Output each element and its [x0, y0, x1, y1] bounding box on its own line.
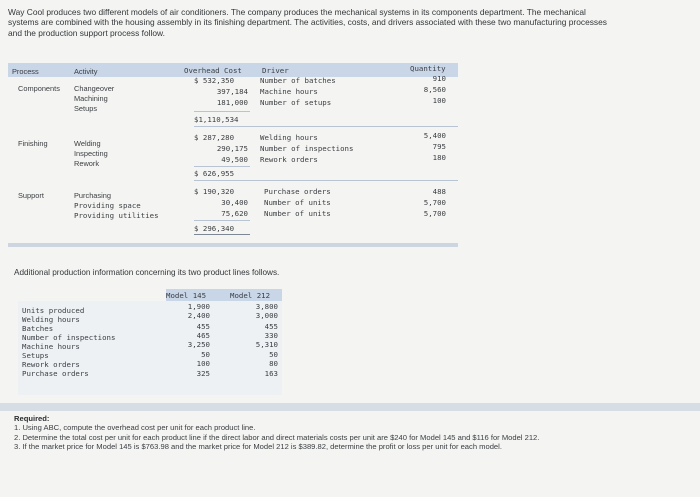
process-support: Support [18, 191, 44, 200]
header-model-212: Model 212 [230, 291, 271, 300]
m145-purchase-orders: 325 [196, 369, 210, 378]
total-components: $1,110,534 [194, 115, 239, 124]
required-section [14, 414, 604, 452]
m145-batches: 455 [196, 322, 210, 331]
product-line-table [18, 289, 282, 394]
cost-changeover: $ 532,350 [194, 76, 235, 85]
driver-units-space: Number of units [264, 198, 331, 207]
driver-machine-hours: Machine hours [260, 87, 318, 96]
m212-setups: 50 [269, 350, 278, 359]
activity-machining: Machining [74, 94, 108, 103]
cost-welding: $ 287,280 [194, 133, 235, 142]
m212-welding-hours: 3,000 [255, 311, 278, 320]
m145-welding-hours: 2,400 [187, 311, 210, 320]
activity-welding: Welding [74, 139, 101, 148]
total-support: $ 296,340 [194, 224, 235, 233]
qty-rework-orders: 180 [432, 153, 446, 162]
process-finishing: Finishing [18, 139, 48, 148]
activity-rework: Rework [74, 159, 100, 168]
header-quantity: Quantity [410, 64, 446, 73]
qty-batches: 910 [432, 74, 446, 83]
activity-inspecting: Inspecting [74, 149, 108, 158]
cost-inspecting: 290,175 [216, 144, 248, 153]
required-item-2: 2. Determine the total cost per unit for each product line if the direct labor and direct materials costs per unit are $240 for Model 145 and $116 for Model 212. [14, 432, 540, 442]
driver-purchase-orders: Purchase orders [264, 187, 331, 196]
row-label-inspections: Number of inspections [22, 333, 116, 342]
qty-setups: 100 [432, 96, 446, 105]
row-label-setups: Setups [22, 351, 49, 360]
activity-cost-table [8, 63, 458, 247]
required-item-3: 3. If the market price for Model 145 is $763.98 and the market price for Model 212 is $389.82, determine the profit or loss per unit for each model. [14, 442, 502, 452]
activity-providing-space: Providing space [74, 201, 141, 210]
driver-rework-orders: Rework orders [260, 155, 318, 164]
row-label-machine-hours: Machine hours [22, 342, 80, 351]
driver-inspections: Number of inspections [260, 144, 354, 153]
row-label-purchase-orders: Purchase orders [22, 369, 89, 378]
subtotal-rule [194, 220, 250, 221]
cost-providing-utilities: 75,620 [221, 209, 248, 218]
required-item-1: 1. Using ABC, compute the overhead cost per unit for each product line. [14, 423, 256, 433]
row-label-welding-hours: Welding hours [22, 315, 80, 324]
m145-rework-orders: 100 [196, 359, 210, 368]
section-divider [194, 180, 458, 181]
cost-purchasing: $ 190,320 [194, 187, 235, 196]
driver-welding-hours: Welding hours [260, 133, 318, 142]
page-divider-band [0, 403, 700, 411]
m212-rework-orders: 80 [269, 359, 278, 368]
activity-purchasing: Purchasing [74, 191, 111, 200]
m145-machine-hours: 3,250 [187, 340, 210, 349]
problem-intro: Way Cool produces two different models of air conditioners. The company produces the mechanical systems in its components department. The mechanical systems are combined with the housing assembly in its finishing department. The activities, costs, and drivers associated with these two manufacturing processes and the production support process follow. [8, 7, 607, 38]
m212-machine-hours: 5,310 [255, 340, 278, 349]
m145-inspections: 465 [196, 331, 210, 340]
activity-changeover: Changeover [74, 84, 115, 93]
m212-purchase-orders: 163 [264, 369, 278, 378]
cost-providing-space: 30,400 [221, 198, 248, 207]
cost-setups: 181,000 [216, 98, 248, 107]
qty-purchase-orders: 488 [432, 187, 446, 196]
qty-inspections: 795 [432, 142, 446, 151]
total-double-rule [194, 234, 250, 235]
header-model-145: Model 145 [166, 291, 207, 300]
header-activity: Activity [74, 67, 98, 76]
driver-batches: Number of batches [260, 76, 336, 85]
qty-units-space: 5,700 [423, 198, 446, 207]
header-overhead-cost: Overhead Cost [184, 66, 242, 75]
header-driver: Driver [262, 66, 289, 75]
driver-setups: Number of setups [260, 98, 332, 107]
process-components: Components [18, 84, 60, 93]
cost-machining: 397,184 [216, 87, 248, 96]
header-process: Process [12, 67, 39, 76]
qty-machine-hours: 8,560 [423, 85, 446, 94]
m145-setups: 50 [201, 350, 210, 359]
m212-inspections: 330 [264, 331, 278, 340]
row-label-units-produced: Units produced [22, 306, 85, 315]
row-label-batches: Batches [22, 324, 54, 333]
required-title: Required: [14, 414, 50, 423]
m212-units-produced: 3,800 [255, 302, 278, 311]
subtotal-rule [194, 111, 250, 112]
table-bottom-band [8, 243, 458, 247]
qty-welding-hours: 5,400 [423, 131, 446, 140]
qty-units-utilities: 5,700 [423, 209, 446, 218]
activity-setups: Setups [74, 104, 98, 113]
m212-batches: 455 [264, 322, 278, 331]
driver-units-utilities: Number of units [264, 209, 331, 218]
activity-providing-utilities: Providing utilities [74, 211, 159, 220]
m145-units-produced: 1,900 [187, 302, 210, 311]
cost-rework: 49,500 [221, 155, 248, 164]
total-finishing: $ 626,955 [194, 169, 235, 178]
additional-info-title: Additional production information concerning its two product lines follows. [14, 268, 280, 277]
row-label-rework-orders: Rework orders [22, 360, 80, 369]
section-divider [194, 126, 458, 127]
subtotal-rule [194, 166, 250, 167]
